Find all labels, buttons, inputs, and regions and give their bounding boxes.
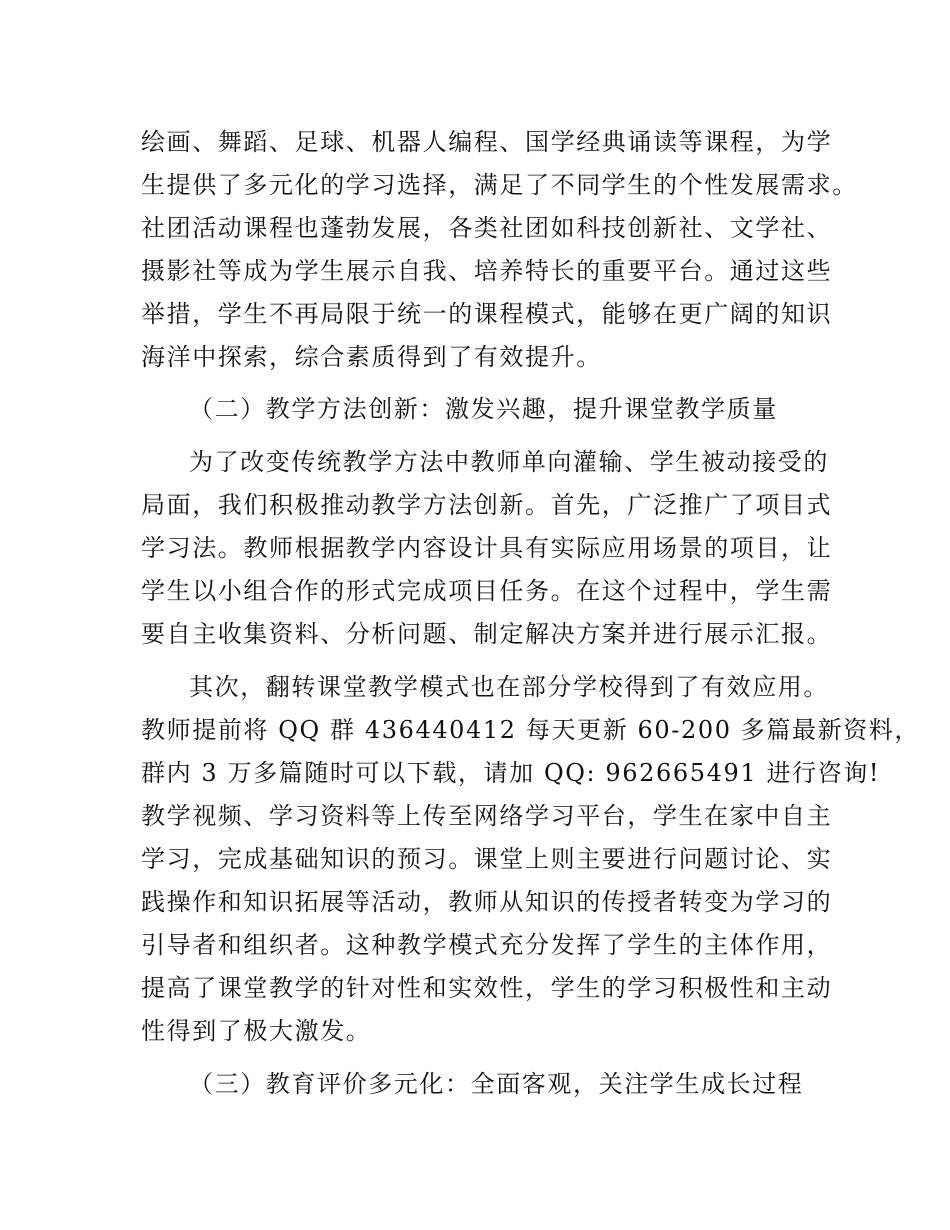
text-line: 群内 3 万多篇随时可以下载，请加 QQ: 962665491 进行咨询! xyxy=(141,759,881,787)
paragraph-teaching-methods xyxy=(141,441,833,656)
text-line: 教师提前将 QQ 群 436440412 每天更新 60-200 多篇最新资料， xyxy=(141,716,921,744)
text-line: 绘画、舞蹈、足球、机器人编程、国学经典诵读等课程，为学 xyxy=(141,128,833,156)
text-line: 局面，我们积极推动教学方法创新。首先，广泛推广了项目式 xyxy=(141,491,833,519)
text-line: 为了改变传统教学方法中教师单向灌输、学生被动接受的 xyxy=(189,448,829,476)
text-line: 社团活动课程也蓬勃发展，各类社团如科技创新社、文学社、 xyxy=(141,214,833,242)
section-heading-teaching-methods: （二）教学方法创新：激发兴趣，提升课堂教学质量 xyxy=(189,395,778,423)
text-line: 海洋中探索，综合素质得到了有效提升。 xyxy=(141,343,602,371)
paragraph-curriculum xyxy=(141,121,858,379)
text-line: 教学视频、学习资料等上传至网络学习平台，学生在家中自主 xyxy=(141,802,833,830)
text-line: 学生以小组合作的形式完成项目任务。在这个过程中，学生需 xyxy=(141,577,833,605)
text-line: 举措，学生不再局限于统一的课程模式，能够在更广阔的知识 xyxy=(141,300,833,328)
text-line: 学习法。教师根据教学内容设计具有实际应用场景的项目，让 xyxy=(141,534,833,562)
text-line: 摄影社等成为学生展示自我、培养特长的重要平台。通过这些 xyxy=(141,257,833,285)
paragraph-flipped-classroom xyxy=(141,666,921,1053)
text-line: 其次，翻转课堂教学模式也在部分学校得到了有效应用。 xyxy=(189,673,829,701)
text-line: 性得到了极大激发。 xyxy=(141,1017,372,1045)
section-heading-evaluation: （三）教育评价多元化：全面客观，关注学生成长过程 xyxy=(189,1070,804,1098)
text-line: 践操作和知识拓展等活动，教师从知识的传授者转变为学习的 xyxy=(141,888,833,916)
text-line: 生提供了多元化的学习选择，满足了不同学生的个性发展需求。 xyxy=(141,171,858,199)
text-line: 引导者和组织者。这种教学模式充分发挥了学生的主体作用， xyxy=(141,931,833,959)
text-line: 学习，完成基础知识的预习。课堂上则主要进行问题讨论、实 xyxy=(141,845,833,873)
text-line: 提高了课堂教学的针对性和实效性，学生的学习积极性和主动 xyxy=(141,974,833,1002)
text-line: 要自主收集资料、分析问题、制定解决方案并进行展示汇报。 xyxy=(141,620,833,648)
